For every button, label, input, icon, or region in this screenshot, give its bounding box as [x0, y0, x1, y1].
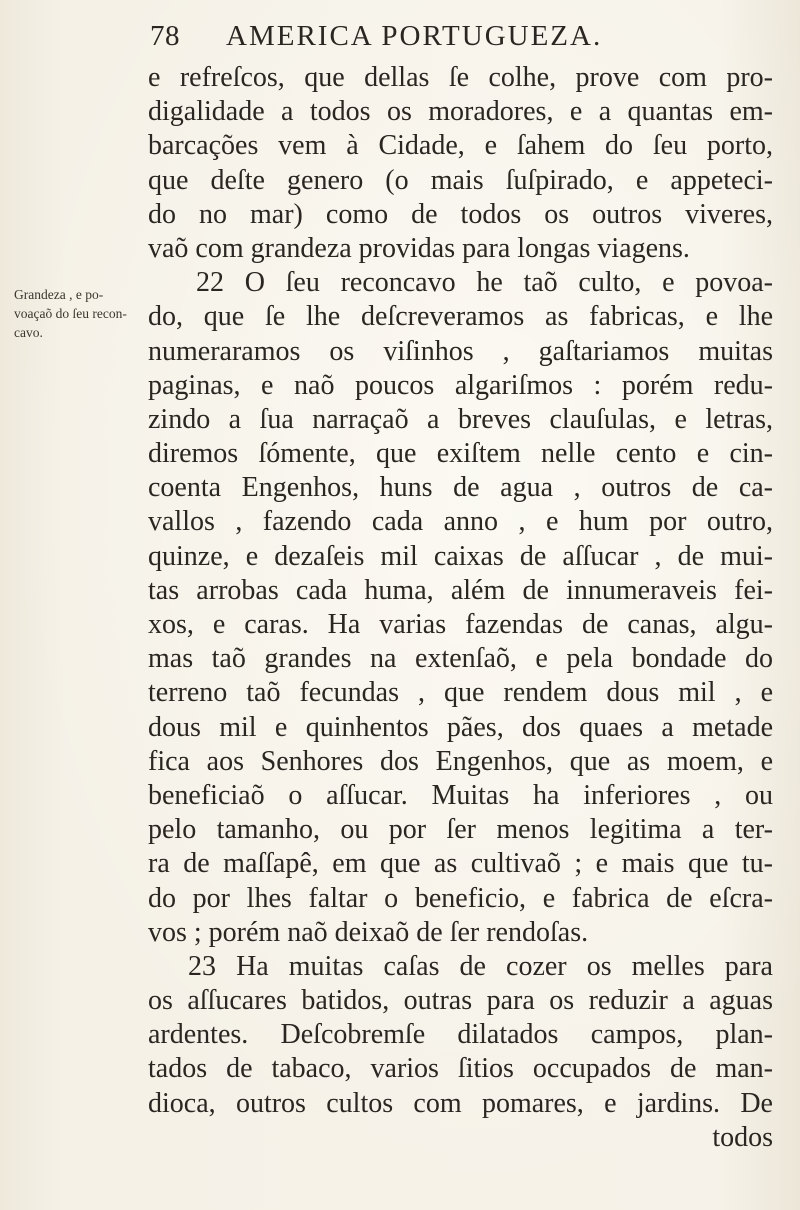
text-line: digalidade a todos os moradores, e a quantas em-	[148, 96, 773, 128]
text-line: coenta Engenhos, huns de agua , outros de ca-	[148, 472, 773, 504]
text-line: ardentes. Deſcobremſe dilatados campos, plan-	[148, 1019, 773, 1051]
margin-note	[14, 285, 138, 342]
text-line: vaõ com grandeza providas para longas viagens.	[148, 232, 690, 264]
text-line: dioca, outros cultos com pomares, e jardins. De	[148, 1087, 773, 1119]
body-text	[148, 61, 773, 1155]
text-line: do no mar) como de todos os outros viveres,	[148, 198, 773, 230]
catchword: todos	[712, 1121, 773, 1153]
margin-note-line: voaçaõ do ſeu recon-	[14, 306, 127, 321]
text-line: xos, e caras. Ha varias fazendas de canas, algu-	[148, 609, 773, 640]
running-title: AMERICA PORTUGUEZA.	[226, 20, 603, 52]
page-header	[150, 20, 770, 60]
text-line: do, que ſe lhe deſcreveramos as fabricas, e lhe	[148, 301, 773, 333]
text-line: os aſſucares batidos, outras para os reduzir a aguas	[148, 985, 773, 1017]
text-line: vallos , fazendo cada anno , e hum por outro,	[148, 506, 773, 538]
text-line: fica aos Senhores dos Engenhos, que as moem, e	[148, 745, 773, 777]
text-line: que deſte genero (o mais ſuſpirado, e appeteci-	[148, 164, 773, 196]
text-line: ra de maſſapê, em que as cultivaõ ; e mais que tu-	[148, 848, 773, 880]
margin-note-line: cavo.	[14, 325, 43, 340]
text-line: dous mil e quinhentos pães, dos quaes a metade	[148, 711, 773, 743]
text-line: mas taõ grandes na extenſaõ, e pela bondade do	[148, 643, 773, 675]
text-line: do por lhes faltar o beneficio, e fabrica de eſcra-	[148, 882, 773, 914]
page-number: 78	[150, 20, 180, 52]
text-line: quinze, e dezaſeis mil caixas de aſſucar , de mui-	[148, 540, 773, 572]
text-line: tados de tabaco, varios ſitios occupados de man-	[148, 1053, 773, 1085]
text-line: pelo tamanho, ou por ſer menos legitima a ter-	[148, 814, 773, 846]
text-line: numeraramos os viſinhos , gaſtariamos muitas	[148, 335, 773, 367]
paragraph-22-start: 22 O ſeu reconcavo he taõ culto, e povoa-	[196, 267, 773, 299]
text-line: e refreſcos, que dellas ſe colhe, prove com pro-	[148, 62, 773, 93]
text-line: vos ; porém naõ deixaõ de ſer rendoſas.	[148, 916, 589, 948]
text-line: barcações vem à Cidade, e ſahem do ſeu porto,	[148, 130, 773, 162]
text-line: diremos ſómente, que exiſtem nelle cento e cin-	[148, 438, 773, 470]
text-line: zindo a ſua narraçaõ a breves clauſulas, e letras,	[148, 403, 773, 435]
text-line: paginas, e naõ poucos algariſmos : porém redu-	[148, 369, 773, 401]
text-line: beneficiaõ o aſſucar. Muitas ha inferiores , ou	[148, 779, 773, 811]
margin-note-line: Grandeza , e po-	[14, 287, 104, 302]
paragraph-23-start: 23 Ha muitas caſas de cozer os melles para	[188, 950, 773, 982]
text-line: terreno taõ fecundas , que rendem dous mil , e	[148, 677, 773, 709]
text-line: tas arrobas cada huma, além de innumeraveis fei-	[148, 574, 773, 606]
